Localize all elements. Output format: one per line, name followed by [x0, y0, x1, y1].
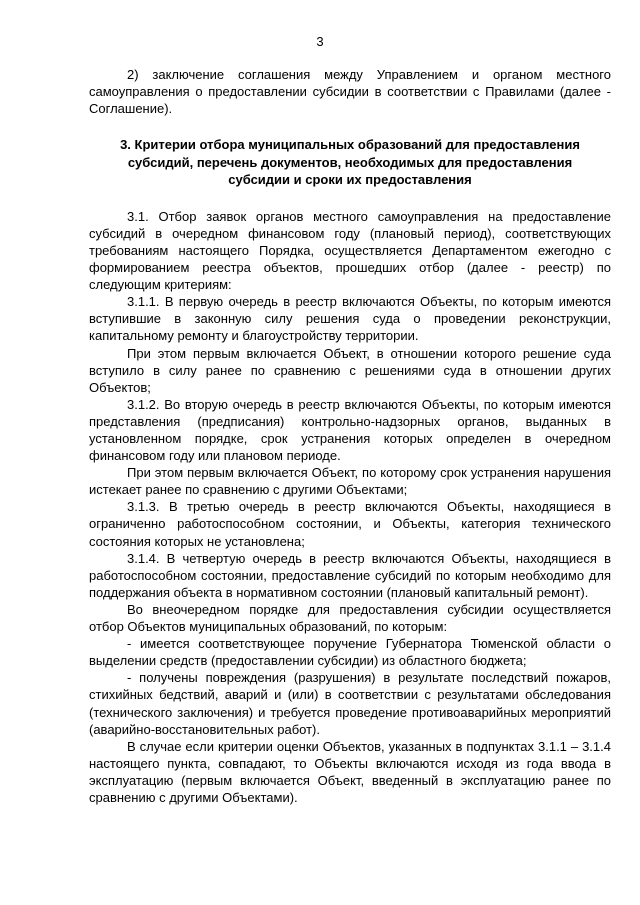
section-heading-line: субсидий, перечень документов, необходимых для предоставления — [127, 154, 573, 170]
paragraph-3-1-2-note: При этом первым включается Объект, по которому срок устранения нарушения истекает ранее по сравнению с другими Объектами; — [89, 465, 611, 498]
paragraph-3-1-2: 3.1.2. Во вторую очередь в реестр включаются Объекты, по которым имеются представления (предписания) контрольно-надзорных органов, выданных в установленном порядке, срок устранения которых определен в очередном финансовом году или плановом периоде. — [89, 396, 611, 464]
paragraph-3-1-3: 3.1.3. В третью очередь в реестр включаются Объекты, находящиеся в ограниченно работоспособном состоянии, и Объекты, категория технического состояния которых не установлена; — [89, 499, 611, 549]
page-number: 3 — [316, 34, 324, 49]
list-item-damage: - получены повреждения (разрушения) в результате последствий пожаров, стихийных бедствий, аварий и (или) в соответствии с результатами обследования (технического заключения) и требуется проведение противоаварийных мероприятий (аварийно-восстановительных работ). — [89, 670, 611, 737]
list-item-governor-order: - имеется соответствующее поручение Губернатора Тюменской области о выделении средств (предоставлении субсидии) из областного бюджета; — [89, 636, 611, 669]
paragraph-extraordinary: Во внеочередном порядке для предоставления субсидии осуществляется отбор Объектов муниципальных образований, по которым: — [89, 601, 611, 635]
section-heading-line: субсидии и сроки их предоставления — [228, 172, 472, 188]
intro-paragraph: 2) заключение соглашения между Управлением и органом местного самоуправления о предоставлении субсидии в соответствии с Правилами (далее - Соглашение). — [89, 67, 611, 117]
paragraph-criteria-match: В случае если критерии оценки Объектов, указанных в подпунктах 3.1.1 – 3.1.4 настоящего пункта, совпадают, то Объекты включаются исходя из года ввода в эксплуатацию (первым включается Объект, введенный в эксплуатацию ранее по сравнению с другими Объектами). — [89, 738, 611, 805]
paragraph-3-1-1-note: При этом первым включается Объект, в отношении которого решение суда вступило в силу ранее по сравнению с решениями суда в отношении других Объектов; — [89, 345, 611, 395]
document-body — [89, 66, 611, 806]
section-heading — [89, 136, 611, 189]
paragraph-3-1-4: 3.1.4. В четвертую очередь в реестр включаются Объекты, находящиеся в работоспособном состоянии, предоставление субсидий по которым необходимо для поддержания объекта в нормативном состоянии (плановый капитальный ремонт). — [89, 550, 611, 600]
section-heading-line: 3. Критерии отбора муниципальных образований для предоставления — [120, 137, 580, 153]
paragraph-3-1: 3.1. Отбор заявок органов местного самоуправления на предоставление субсидий в очередном финансовом году (плановый период), соответствующих требованиям настоящего Порядка, осуществляется Департаментом ежегодно с формированием реестра объектов, прошедших отбор (далее - реестр) по следующим критериям: — [89, 208, 611, 293]
paragraph-3-1-1: 3.1.1. В первую очередь в реестр включаются Объекты, по которым имеются вступившие в законную силу решения суда о проведении реконструкции, капитальному ремонту и благоустройству территории. — [89, 294, 611, 344]
